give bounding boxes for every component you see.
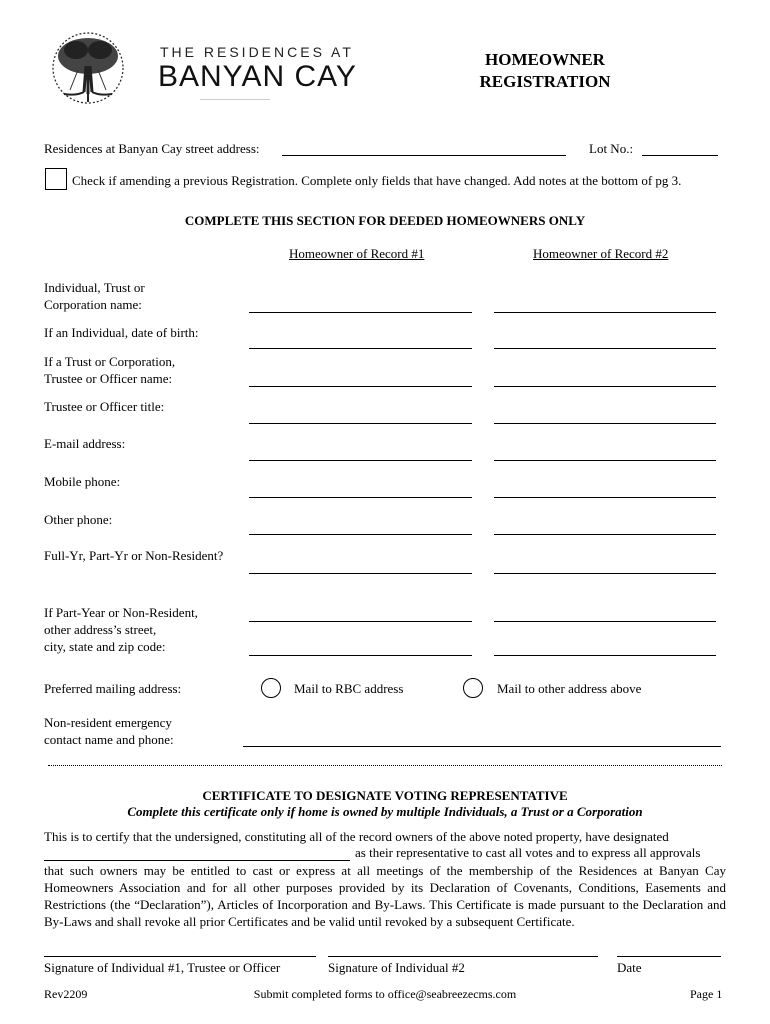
- other-address-field-2b[interactable]: [494, 655, 716, 656]
- other-address-field-1b[interactable]: [249, 655, 472, 656]
- signature-2-label: Signature of Individual #2: [328, 960, 465, 975]
- logo-line1: THE RESIDENCES AT: [160, 44, 354, 60]
- other-address-field-2a[interactable]: [494, 621, 716, 622]
- revision-code: Rev2209: [44, 987, 88, 1001]
- date-label: Date: [617, 960, 642, 975]
- signature-1-field[interactable]: [44, 956, 316, 957]
- dob-label: If an Individual, date of birth:: [44, 325, 199, 340]
- signature-1-label: Signature of Individual #1, Trustee or Officer: [44, 960, 281, 975]
- signature-2-field[interactable]: [328, 956, 598, 957]
- mail-other-label: Mail to other address above: [497, 681, 642, 696]
- mailing-address-label: Preferred mailing address:: [44, 681, 182, 696]
- other-address-label: If Part-Year or Non-Resident, other address’s street, city, state and zip code:: [44, 605, 198, 654]
- dob-field-2[interactable]: [494, 348, 716, 349]
- section-divider: [48, 765, 722, 766]
- email-label: E-mail address:: [44, 436, 126, 451]
- officer-title-field-2[interactable]: [494, 423, 716, 424]
- certificate-subheading: Complete this certificate only if home is owned by multiple Individuals, a Trust or a Corporation: [127, 804, 643, 819]
- submit-instructions: Submit completed forms to office@seabreezecms.com: [253, 987, 517, 1001]
- resident-status-field-1[interactable]: [249, 573, 472, 574]
- lot-number-field[interactable]: [642, 155, 718, 156]
- mobile-phone-field-2[interactable]: [494, 497, 716, 498]
- col-homeowner-2: Homeowner of Record #2: [533, 246, 669, 261]
- page-number: Page 1: [690, 987, 723, 1001]
- date-field[interactable]: [617, 956, 721, 957]
- officer-title-field-1[interactable]: [249, 423, 472, 424]
- street-address-field[interactable]: [282, 155, 566, 156]
- trustee-name-label: If a Trust or Corporation, Trustee or Officer name:: [44, 354, 176, 386]
- page-title-line2: REGISTRATION: [479, 72, 611, 91]
- emergency-contact-label: Non-resident emergency contact name and phone:: [44, 715, 174, 747]
- other-phone-field-1[interactable]: [249, 534, 472, 535]
- officer-title-label: Trustee or Officer title:: [44, 399, 165, 414]
- trustee-name-field-2[interactable]: [494, 386, 716, 387]
- resident-status-field-2[interactable]: [494, 573, 716, 574]
- col-homeowner-1: Homeowner of Record #1: [289, 246, 425, 261]
- amend-instructions: Check if amending a previous Registration. Complete only fields that have changed. Add notes at the bottom of pg 3.: [72, 173, 682, 188]
- mobile-phone-label: Mobile phone:: [44, 474, 121, 489]
- amend-checkbox[interactable]: [45, 168, 67, 190]
- email-field-1[interactable]: [249, 460, 472, 461]
- trustee-name-field-1[interactable]: [249, 386, 472, 387]
- street-address-label: Residences at Banyan Cay street address:: [44, 141, 260, 156]
- other-phone-field-2[interactable]: [494, 534, 716, 535]
- page-title-line1: HOMEOWNER: [485, 50, 605, 69]
- banyan-tree-logo: [48, 30, 128, 108]
- mail-rbc-radio[interactable]: [261, 678, 281, 698]
- lot-number-label: Lot No.:: [589, 141, 634, 156]
- certificate-body: that such owners may be entitled to cast or express at all meetings of the membership of the Residences at Banyan Cay Homeowners Association and for all other purposes provided by its Declaration of Covenants, Conditions, Easements and Restrictions (the “Declaration”), Articles of Incorporation and By-Laws. This Certificate is made pursuant to the Declaration and By-Laws and shall revoke all prior Certificates and be valid until revoked by a subsequent Certificate.: [44, 863, 726, 929]
- name-field-1[interactable]: [249, 312, 472, 313]
- other-phone-label: Other phone:: [44, 512, 113, 527]
- representative-name-field[interactable]: [44, 860, 350, 861]
- email-field-2[interactable]: [494, 460, 716, 461]
- corporation-name-label: Individual, Trust or Corporation name:: [44, 280, 145, 312]
- name-field-2[interactable]: [494, 312, 716, 313]
- deeded-section-heading: COMPLETE THIS SECTION FOR DEEDED HOMEOWNERS ONLY: [184, 213, 586, 228]
- dob-field-1[interactable]: [249, 348, 472, 349]
- logo-line2: BANYAN CAY: [158, 60, 357, 93]
- other-address-field-1a[interactable]: [249, 621, 472, 622]
- resident-status-label: Full-Yr, Part-Yr or Non-Resident?: [44, 548, 224, 563]
- mail-rbc-label: Mail to RBC address: [294, 681, 404, 696]
- certificate-heading: CERTIFICATE TO DESIGNATE VOTING REPRESENTATIVE: [202, 788, 568, 803]
- logo-underline: [200, 99, 270, 100]
- mobile-phone-field-1[interactable]: [249, 497, 472, 498]
- certificate-line1: This is to certify that the undersigned, constituting all of the record owners of the above noted property, have designated: [44, 829, 669, 844]
- mail-other-radio[interactable]: [463, 678, 483, 698]
- certificate-line2: as their representative to cast all votes and to express all approvals: [355, 845, 701, 860]
- emergency-contact-field[interactable]: [243, 746, 721, 747]
